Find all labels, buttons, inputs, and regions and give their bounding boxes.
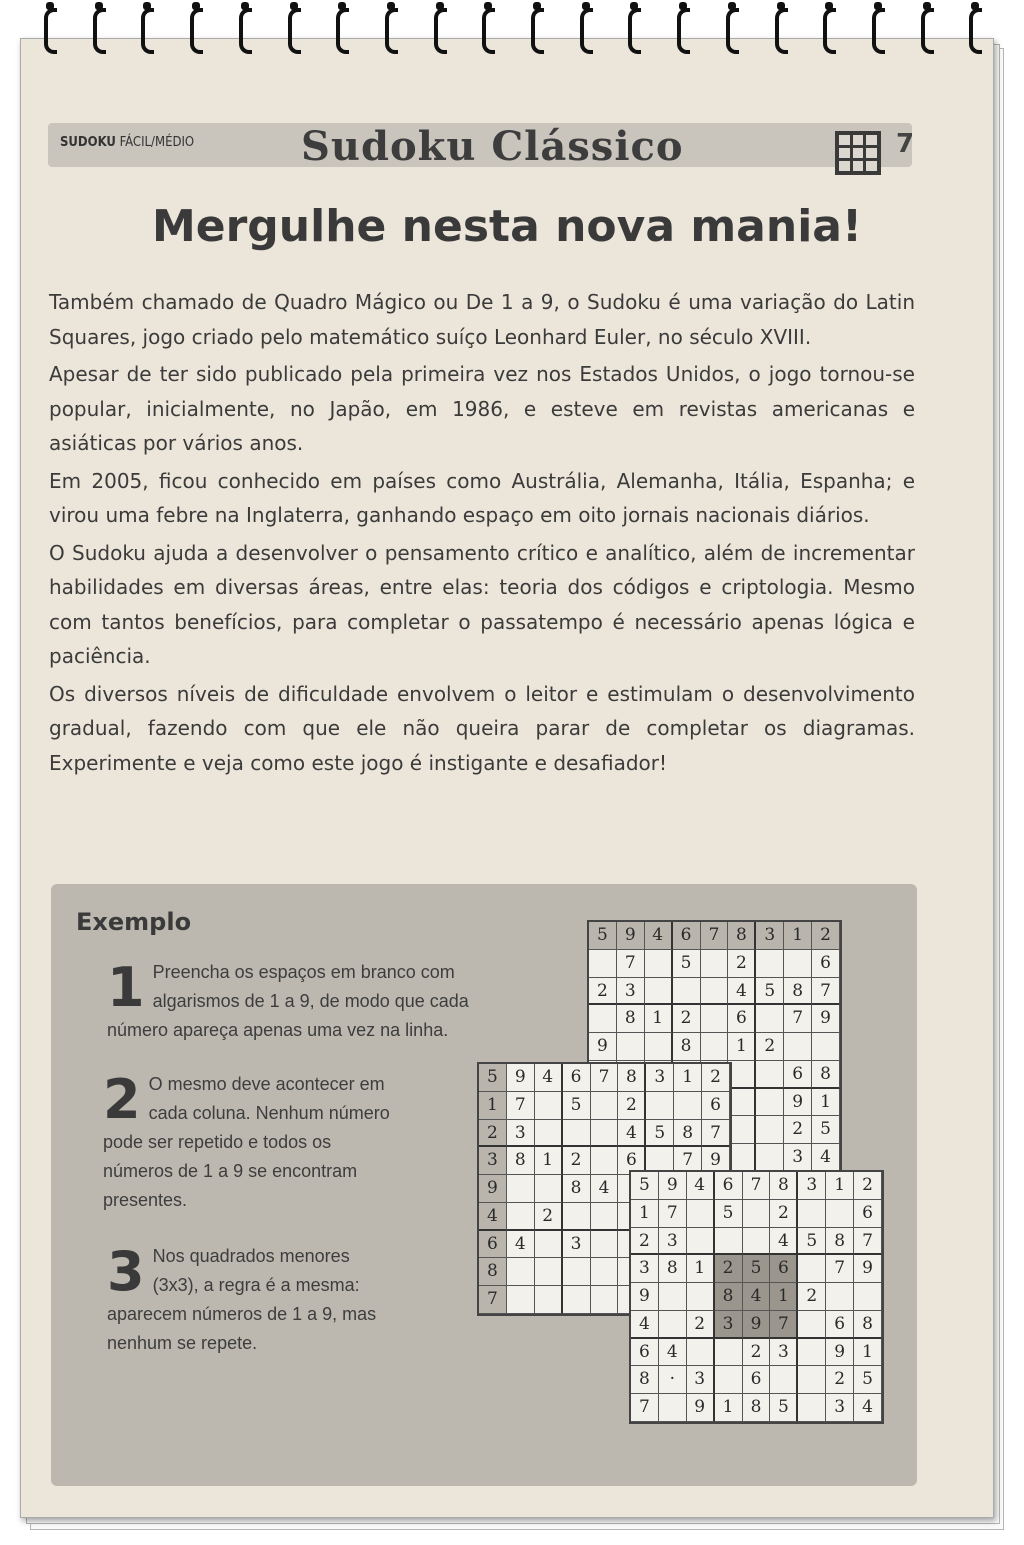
sudoku-cell: 1 [715,1394,743,1422]
sudoku-cell: 2 [812,922,840,950]
sudoku-cell [687,1228,715,1256]
sudoku-cell: 2 [854,1172,882,1200]
sudoku-cell: 1 [687,1255,715,1283]
sudoku-cell: 9 [631,1283,659,1311]
sudoku-cell [743,1228,771,1256]
example-box [51,884,917,1486]
sudoku-cell: 5 [715,1200,743,1228]
sudoku-cell: 7 [784,1005,812,1033]
sudoku-cell: 6 [702,1092,730,1120]
sudoku-cell [617,1033,645,1061]
sudoku-cell [756,950,784,978]
paragraph: Os diversos níveis de dificuldade envolvem o leitor e estimulam o desenvolvimento gradual, fazendo com que ele não queira parar de completar os diagramas. Experimente e veja como este jogo é instigante e desafiador! [49,681,915,775]
sudoku-cell [591,1286,619,1314]
sudoku-cell: 8 [784,978,812,1006]
sudoku-cell: 4 [743,1283,771,1311]
sudoku-cell: 2 [563,1147,591,1175]
sudoku-cell: 7 [826,1255,854,1283]
spiral-ring [969,2,985,52]
sudoku-cell: 8 [826,1228,854,1256]
sudoku-cell: 2 [715,1255,743,1283]
sudoku-cell: 5 [854,1366,882,1394]
sudoku-cell: 8 [728,922,756,950]
sudoku-cell: 9 [659,1172,687,1200]
sudoku-cell: 2 [784,1116,812,1144]
sudoku-cell [687,1283,715,1311]
sudoku-cell: 1 [631,1200,659,1228]
sudoku-cell [645,978,673,1006]
sudoku-cell: 9 [812,1005,840,1033]
sudoku-cell: 9 [687,1394,715,1422]
sudoku-cell: 6 [826,1311,854,1339]
sudoku-cell: 4 [770,1228,798,1256]
sudoku-cell [645,1033,673,1061]
sudoku-cell: 6 [854,1200,882,1228]
rule-text: Nos quadrados menores (3x3), a regra é a mesma: aparecem números de 1 a 9, mas nenhum se repete. [107,1246,377,1353]
sudoku-cell: 5 [770,1394,798,1422]
sudoku-cell: 4 [507,1231,535,1259]
sudoku-cell: 6 [673,922,701,950]
sudoku-cell: 7 [812,978,840,1006]
sudoku-cell [798,1394,826,1422]
sudoku-cell: 2 [728,950,756,978]
sudoku-cell [591,1231,619,1259]
sudoku-cell: 6 [743,1366,771,1394]
sudoku-cell [701,1033,729,1061]
sudoku-cell: 4 [591,1175,619,1203]
sudoku-cell: 3 [687,1366,715,1394]
sudoku-cell: 1 [645,1005,673,1033]
paragraph: Em 2005, ficou conhecido em países como Austrália, Alemanha, Itália, Espanha; e virou uma febre na Inglaterra, ganhando espaço em oito jornais nacionais diários. [49,468,915,527]
sudoku-cell: 5 [479,1064,507,1092]
sudoku-cell: 8 [770,1172,798,1200]
headline: Mergulhe nesta nova mania! [151,201,863,252]
sudoku-cell: 4 [659,1339,687,1367]
sudoku-cell: 7 [631,1394,659,1422]
spiral-ring [93,2,109,52]
sudoku-cell: 2 [702,1064,730,1092]
sudoku-cell: 6 [563,1064,591,1092]
sudoku-cell [535,1092,563,1120]
rule-1 [107,958,507,1045]
sudoku-cell: 4 [687,1172,715,1200]
sudoku-cell [701,950,729,978]
sudoku-cell: 2 [673,1005,701,1033]
sudoku-cell: 2 [687,1311,715,1339]
sudoku-cell: 6 [770,1255,798,1283]
sudoku-cell: 5 [563,1092,591,1120]
spiral-binding [0,0,1024,60]
sudoku-cell [756,1005,784,1033]
sudoku-cell: 7 [617,950,645,978]
sudoku-cell: 7 [702,1120,730,1148]
sudoku-cell: 1 [728,1033,756,1061]
rule-number: 3 [107,1240,145,1303]
spiral-ring [239,2,255,52]
sudoku-cell [589,950,617,978]
sudoku-cell: 1 [854,1339,882,1367]
sudoku-cell: 7 [507,1092,535,1120]
sudoku-cell: 3 [563,1231,591,1259]
sudoku-cell: 8 [743,1394,771,1422]
sudoku-cell [798,1311,826,1339]
sudoku-cell: 3 [646,1064,674,1092]
spiral-ring [434,2,450,52]
sudoku-cell: 8 [617,1005,645,1033]
sudoku-cell: 6 [812,950,840,978]
sudoku-cell [812,1033,840,1061]
sudoku-cell: 2 [618,1092,646,1120]
sudoku-cell: 7 [591,1064,619,1092]
sudoku-cell [563,1286,591,1314]
sudoku-cell [701,978,729,1006]
section-header [48,123,915,170]
spiral-ring [141,2,157,52]
sudoku-cell [535,1231,563,1259]
sudoku-cell [756,1061,784,1089]
sudoku-cell [701,1005,729,1033]
sudoku-cell: 8 [618,1064,646,1092]
sudoku-cell [563,1120,591,1148]
sudoku-cell: 3 [617,978,645,1006]
sudoku-cell: 3 [659,1228,687,1256]
sudoku-cell: 1 [784,922,812,950]
sudoku-cell: 8 [659,1255,687,1283]
sudoku-cell: 2 [631,1228,659,1256]
sudoku-cell: 3 [631,1255,659,1283]
sudoku-cell: 4 [854,1394,882,1422]
sudoku-cell: 2 [826,1366,854,1394]
sudoku-cell: 4 [812,1144,840,1172]
sudoku-cell [591,1147,619,1175]
page-number: 7 [896,129,915,159]
sudoku-cell: 1 [535,1147,563,1175]
sudoku-cell [659,1311,687,1339]
sudoku-cell [728,1116,756,1144]
sudoku-cell: 5 [631,1172,659,1200]
sudoku-cell [659,1394,687,1422]
sudoku-cell: 9 [743,1311,771,1339]
sudoku-cell [591,1120,619,1148]
sudoku-cell [715,1339,743,1367]
sudoku-cell: 9 [507,1064,535,1092]
sudoku-cell: 3 [798,1172,826,1200]
sudoku-cell: 9 [854,1255,882,1283]
sudoku-cell [784,1033,812,1061]
magazine-page [20,38,994,1518]
sudoku-cell: 3 [756,922,784,950]
sudoku-cell: 5 [673,950,701,978]
sudoku-cell [728,1061,756,1089]
sudoku-cell [784,950,812,978]
sudoku-cell [715,1228,743,1256]
sudoku-cell [770,1366,798,1394]
paragraph: Apesar de ter sido publicado pela primeira vez nos Estados Unidos, o jogo tornou-se popular, inicialmente, no Japão, em 1986, e esteve em revistas americanas e asiáticas por vários anos. [49,362,915,455]
sudoku-cell: 7 [479,1286,507,1314]
spiral-ring [677,2,693,52]
spiral-ring [44,2,60,52]
sudoku-cell: 8 [854,1311,882,1339]
sudoku-cell [826,1200,854,1228]
sudoku-cell [674,1092,702,1120]
sudoku-cell: 9 [826,1339,854,1367]
sudoku-cell: 2 [589,978,617,1006]
sudoku-cell [646,1092,674,1120]
sudoku-cell: 9 [617,922,645,950]
sudoku-cell [591,1258,619,1286]
paragraph: Também chamado de Quadro Mágico ou De 1 a 9, o Sudoku é uma variação do Latin Squares, jogo criado pelo matemático suíço Leonhard Euler, no século XVIII. [49,290,915,349]
sudoku-cell: 1 [812,1089,840,1117]
sudoku-cell [591,1203,619,1231]
sudoku-cell: 5 [743,1255,771,1283]
section-label: SUDOKU FÁCIL/MÉDIO [60,135,195,150]
sudoku-cell: 8 [812,1061,840,1089]
sudoku-cell: 3 [784,1144,812,1172]
sudoku-cell [507,1258,535,1286]
sudoku-cell [535,1175,563,1203]
sudoku-cell: 8 [479,1258,507,1286]
sudoku-cell [854,1283,882,1311]
sudoku-cell: 4 [479,1203,507,1231]
sudoku-cell: 6 [618,1147,646,1175]
spiral-ring [288,2,304,52]
sudoku-cell: 7 [659,1200,687,1228]
sudoku-cell: 2 [798,1283,826,1311]
sudoku-cell: 6 [784,1061,812,1089]
sudoku-cell: 4 [631,1311,659,1339]
sudoku-cell: 7 [743,1172,771,1200]
sudoku-cell [507,1203,535,1231]
spiral-ring [823,2,839,52]
sudoku-cell [535,1258,563,1286]
sudoku-cell [743,1200,771,1228]
spiral-ring [921,2,937,52]
sudoku-cell [687,1200,715,1228]
sudoku-cell: 7 [674,1147,702,1175]
sudoku-cell: · [659,1366,687,1394]
sudoku-cell: 8 [673,1033,701,1061]
intro-text [49,285,915,783]
sudoku-cell [659,1283,687,1311]
rule-2 [103,1070,393,1215]
sudoku-grid-3 [629,1170,884,1424]
sudoku-cell: 4 [645,922,673,950]
sudoku-cell: 8 [674,1120,702,1148]
sudoku-cell [756,1116,784,1144]
sudoku-cell: 6 [728,1005,756,1033]
sudoku-cell: 9 [784,1089,812,1117]
sudoku-cell: 8 [563,1175,591,1203]
spiral-ring [385,2,401,52]
sudoku-cell: 5 [812,1116,840,1144]
example-title: Exemplo [76,908,192,936]
sudoku-cell: 8 [507,1147,535,1175]
spiral-ring [531,2,547,52]
spiral-ring [190,2,206,52]
page-title: Sudoku Clássico [301,123,684,170]
sudoku-cell: 6 [631,1339,659,1367]
sudoku-cell: 4 [535,1064,563,1092]
sudoku-cell [756,1144,784,1172]
sudoku-cell: 2 [743,1339,771,1367]
spiral-ring [580,2,596,52]
sudoku-cell [728,1089,756,1117]
sudoku-cell: 3 [826,1394,854,1422]
sudoku-cell [687,1339,715,1367]
sudoku-cell [756,1089,784,1117]
sudoku-cell: 5 [756,978,784,1006]
sudoku-cell [535,1286,563,1314]
sudoku-cell: 2 [479,1120,507,1148]
rule-text: Preencha os espaços em branco com algarismos de 1 a 9, de modo que cada número apareça apenas uma vez na linha. [107,962,469,1040]
sudoku-cell [798,1255,826,1283]
sudoku-cell: 5 [589,922,617,950]
grid-icon [835,131,881,175]
sudoku-cell [826,1283,854,1311]
sudoku-cell: 5 [798,1228,826,1256]
spiral-ring [336,2,352,52]
sudoku-cell [591,1092,619,1120]
sudoku-cell: 2 [756,1033,784,1061]
sudoku-cell: 8 [715,1283,743,1311]
sudoku-cell [563,1258,591,1286]
sudoku-cell [715,1366,743,1394]
sudoku-cell: 7 [770,1311,798,1339]
sudoku-cell: 1 [826,1172,854,1200]
sudoku-cell: 6 [479,1231,507,1259]
sudoku-cell: 2 [535,1203,563,1231]
sudoku-cell: 1 [770,1283,798,1311]
sudoku-cell [798,1200,826,1228]
sudoku-cell: 8 [631,1366,659,1394]
sudoku-cell: 6 [715,1172,743,1200]
paragraph: O Sudoku ajuda a desenvolver o pensamento crítico e analítico, além de incrementar habilidades em diversas áreas, entre elas: teoria dos códigos e criptologia. Mesmo com tantos benefícios, para completar o passatempo é necessário apenas lógica e paciência. [49,540,915,668]
sudoku-cell: 1 [479,1092,507,1120]
sudoku-cell [673,978,701,1006]
sudoku-cell: 5 [646,1120,674,1148]
sudoku-cell [798,1366,826,1394]
spiral-ring [628,2,644,52]
spiral-ring [872,2,888,52]
sudoku-cell [535,1120,563,1148]
sudoku-cell: 7 [701,922,729,950]
sudoku-cell: 9 [589,1033,617,1061]
spiral-ring [726,2,742,52]
sudoku-cell: 4 [618,1120,646,1148]
sudoku-cell: 7 [854,1228,882,1256]
spiral-ring [482,2,498,52]
rule-number: 1 [107,956,145,1019]
sudoku-cell [507,1286,535,1314]
sudoku-cell [507,1175,535,1203]
sudoku-cell [728,1144,756,1172]
sudoku-cell: 4 [728,978,756,1006]
sudoku-cell: 1 [674,1064,702,1092]
sudoku-cell: 3 [770,1339,798,1367]
sudoku-cell: 9 [479,1175,507,1203]
sudoku-cell: 3 [715,1311,743,1339]
sudoku-cell: 9 [702,1147,730,1175]
rule-number: 2 [103,1068,141,1131]
sudoku-cell [798,1339,826,1367]
spiral-ring [775,2,791,52]
sudoku-cell: 3 [507,1120,535,1148]
sudoku-cell [563,1203,591,1231]
sudoku-cell: 3 [479,1147,507,1175]
sudoku-cell [589,1005,617,1033]
rule-3 [107,1242,397,1358]
rule-text: O mesmo deve acontecer em cada coluna. Nenhum número pode ser repetido e todos os números de 1 a 9 se encontram presentes. [103,1074,390,1210]
sudoku-cell: 2 [770,1200,798,1228]
sudoku-cell [645,950,673,978]
